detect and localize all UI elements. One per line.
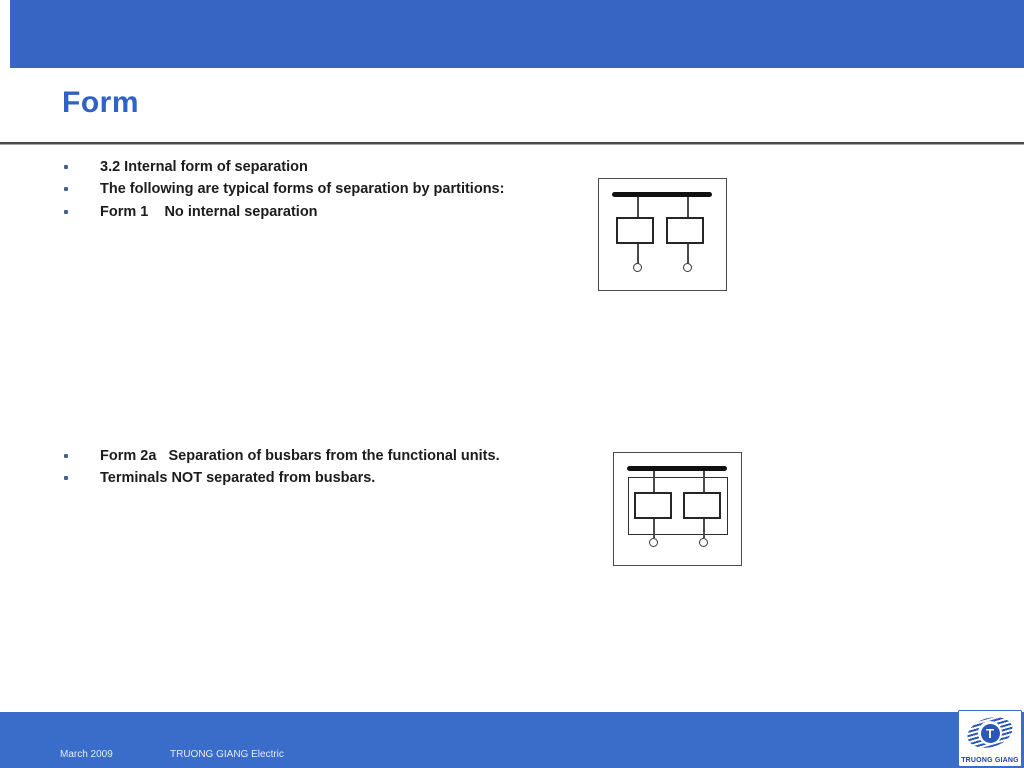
functional-unit-box <box>634 492 672 519</box>
footer-company: TRUONG GIANG Electric <box>170 749 284 760</box>
terminal-circle <box>683 263 692 272</box>
list-item-text: Terminals NOT separated from busbars. <box>100 470 376 487</box>
connector-line <box>637 244 639 264</box>
form-2a-diagram <box>613 452 742 566</box>
bullet-icon <box>64 476 68 480</box>
bullet-icon <box>64 165 68 169</box>
bullet-icon <box>64 187 68 191</box>
connector-line <box>687 197 689 218</box>
footer-date: March 2009 <box>60 749 113 760</box>
bullet-icon <box>64 210 68 214</box>
connector-line <box>703 519 705 538</box>
list-item-text: Form 1 No internal separation <box>100 203 318 220</box>
terminal-circle <box>649 538 658 547</box>
form-1-diagram <box>598 178 727 291</box>
company-logo <box>958 710 1022 767</box>
connector-line <box>653 519 655 538</box>
logo-monogram: T <box>981 724 1000 743</box>
connector-line <box>687 244 689 264</box>
bullet-icon <box>64 454 68 458</box>
busbar-line <box>612 192 712 197</box>
list-item-text: 3.2 Internal form of separation <box>100 159 308 176</box>
connector-line <box>703 471 705 492</box>
page-title: Form <box>62 86 139 119</box>
functional-unit-box <box>616 217 654 244</box>
footer-band <box>0 712 1024 768</box>
busbar-line <box>627 466 727 471</box>
divider-line <box>0 142 1024 145</box>
connector-line <box>637 197 639 218</box>
connector-line <box>653 471 655 492</box>
list-item-text: The following are typical forms of separation by partitions: <box>100 181 505 198</box>
list-item-text: Form 2a Separation of busbars from the functional units. <box>100 448 500 465</box>
terminal-circle <box>699 538 708 547</box>
terminal-circle <box>633 263 642 272</box>
logo-text: TRUONG GIANG <box>961 757 1019 764</box>
list-item <box>62 156 722 178</box>
functional-unit-box <box>683 492 721 519</box>
functional-unit-box <box>666 217 704 244</box>
header-band <box>10 0 1024 68</box>
